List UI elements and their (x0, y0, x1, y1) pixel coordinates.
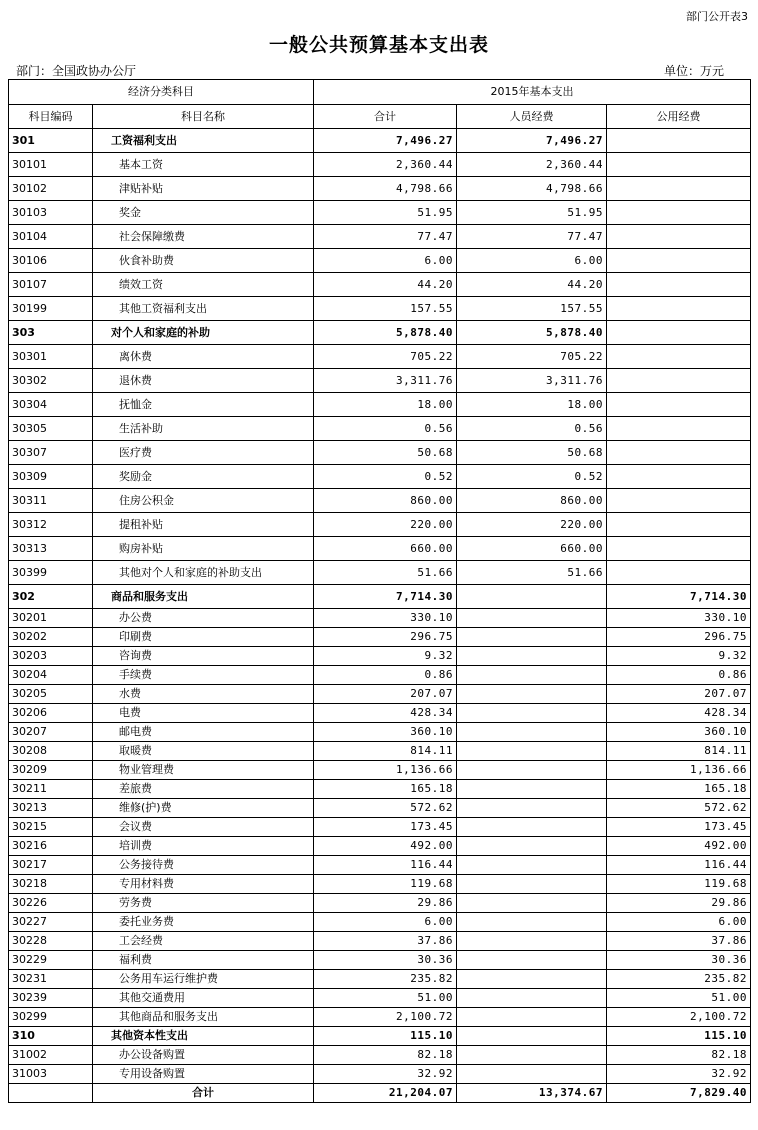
row-personnel: 3,311.76 (457, 369, 607, 393)
row-public: 119.68 (607, 875, 751, 894)
row-public (607, 441, 751, 465)
row-name: 其他交通费用 (93, 989, 314, 1008)
row-code: 30106 (9, 249, 93, 273)
row-total: 428.34 (314, 704, 457, 723)
row-name: 工会经费 (93, 932, 314, 951)
table-row (9, 628, 751, 647)
header-personnel: 人员经费 (457, 105, 607, 129)
row-total: 9.32 (314, 647, 457, 666)
row-public (607, 489, 751, 513)
row-name: 其他对个人和家庭的补助支出 (93, 561, 314, 585)
row-personnel (457, 970, 607, 989)
header-group-row (9, 80, 751, 105)
row-personnel: 220.00 (457, 513, 607, 537)
row-total: 29.86 (314, 894, 457, 913)
unit-label: 单位：万元 (663, 64, 724, 78)
row-total: 6.00 (314, 249, 457, 273)
row-name: 会议费 (93, 818, 314, 837)
row-code: 30305 (9, 417, 93, 441)
row-personnel: 7,496.27 (457, 129, 607, 153)
row-public: 428.34 (607, 704, 751, 723)
header-basic-expenditure-2015: 2015年基本支出 (314, 80, 751, 105)
row-personnel (457, 666, 607, 685)
row-personnel (457, 1065, 607, 1084)
row-personnel (457, 989, 607, 1008)
row-code: 302 (9, 585, 93, 609)
table-row (9, 761, 751, 780)
row-name: 差旅费 (93, 780, 314, 799)
row-public (607, 537, 751, 561)
row-public (607, 201, 751, 225)
row-total: 1,136.66 (314, 761, 457, 780)
row-total: 3,311.76 (314, 369, 457, 393)
table-row (9, 742, 751, 761)
row-code: 30207 (9, 723, 93, 742)
row-name: 绩效工资 (93, 273, 314, 297)
total-sum: 21,204.07 (314, 1084, 457, 1103)
row-total: 165.18 (314, 780, 457, 799)
row-public (607, 321, 751, 345)
row-name: 邮电费 (93, 723, 314, 742)
row-name: 水费 (93, 685, 314, 704)
row-personnel (457, 742, 607, 761)
row-total: 0.52 (314, 465, 457, 489)
total-row (9, 1084, 751, 1103)
header-name: 科目名称 (93, 105, 314, 129)
row-total: 51.95 (314, 201, 457, 225)
row-code: 30312 (9, 513, 93, 537)
row-total: 4,798.66 (314, 177, 457, 201)
row-code: 30107 (9, 273, 93, 297)
table-row (9, 1046, 751, 1065)
row-total: 235.82 (314, 970, 457, 989)
row-personnel: 5,878.40 (457, 321, 607, 345)
row-total: 44.20 (314, 273, 457, 297)
row-name: 委托业务费 (93, 913, 314, 932)
category-row (9, 585, 751, 609)
row-public (607, 369, 751, 393)
row-public: 32.92 (607, 1065, 751, 1084)
row-code: 30216 (9, 837, 93, 856)
row-code: 30211 (9, 780, 93, 799)
row-name: 医疗费 (93, 441, 314, 465)
row-code: 30206 (9, 704, 93, 723)
category-row (9, 129, 751, 153)
table-row (9, 970, 751, 989)
row-personnel: 157.55 (457, 297, 607, 321)
table-row (9, 273, 751, 297)
row-public (607, 465, 751, 489)
row-name: 电费 (93, 704, 314, 723)
table-row (9, 818, 751, 837)
row-personnel (457, 856, 607, 875)
row-public: 492.00 (607, 837, 751, 856)
table-row (9, 685, 751, 704)
row-public: 9.32 (607, 647, 751, 666)
row-total: 572.62 (314, 799, 457, 818)
row-name: 其他工资福利支出 (93, 297, 314, 321)
row-code: 30226 (9, 894, 93, 913)
row-name: 工资福利支出 (93, 129, 314, 153)
row-total: 115.10 (314, 1027, 457, 1046)
row-code: 30205 (9, 685, 93, 704)
table-row (9, 201, 751, 225)
row-public: 82.18 (607, 1046, 751, 1065)
row-name: 维修(护)费 (93, 799, 314, 818)
table-row (9, 489, 751, 513)
row-personnel (457, 818, 607, 837)
total-label: 合计 (93, 1084, 314, 1103)
row-personnel (457, 1027, 607, 1046)
row-name: 离休费 (93, 345, 314, 369)
row-personnel (457, 723, 607, 742)
row-personnel: 705.22 (457, 345, 607, 369)
row-public: 116.44 (607, 856, 751, 875)
row-total: 330.10 (314, 609, 457, 628)
row-public: 330.10 (607, 609, 751, 628)
row-personnel: 0.52 (457, 465, 607, 489)
category-row (9, 1027, 751, 1046)
row-public: 296.75 (607, 628, 751, 647)
row-name: 其他商品和服务支出 (93, 1008, 314, 1027)
table-row (9, 177, 751, 201)
row-total: 7,714.30 (314, 585, 457, 609)
row-code: 301 (9, 129, 93, 153)
table-row (9, 723, 751, 742)
row-code: 30227 (9, 913, 93, 932)
table-row (9, 441, 751, 465)
category-row (9, 321, 751, 345)
row-name: 办公费 (93, 609, 314, 628)
row-personnel (457, 780, 607, 799)
row-total: 360.10 (314, 723, 457, 742)
row-code: 30313 (9, 537, 93, 561)
row-code: 310 (9, 1027, 93, 1046)
row-personnel (457, 647, 607, 666)
row-total: 660.00 (314, 537, 457, 561)
row-personnel (457, 609, 607, 628)
table-row (9, 513, 751, 537)
table-row (9, 225, 751, 249)
row-total: 51.00 (314, 989, 457, 1008)
row-name: 奖金 (93, 201, 314, 225)
row-public: 2,100.72 (607, 1008, 751, 1027)
row-total: 50.68 (314, 441, 457, 465)
header-total: 合计 (314, 105, 457, 129)
table-row (9, 561, 751, 585)
row-public: 7,714.30 (607, 585, 751, 609)
row-code: 30302 (9, 369, 93, 393)
row-name: 提租补贴 (93, 513, 314, 537)
row-public (607, 393, 751, 417)
table-row (9, 951, 751, 970)
row-personnel (457, 913, 607, 932)
row-total: 119.68 (314, 875, 457, 894)
table-row (9, 913, 751, 932)
row-code: 30239 (9, 989, 93, 1008)
row-personnel (457, 894, 607, 913)
row-name: 办公设备购置 (93, 1046, 314, 1065)
row-total: 0.86 (314, 666, 457, 685)
row-personnel: 2,360.44 (457, 153, 607, 177)
table-row (9, 417, 751, 441)
row-public (607, 345, 751, 369)
row-public (607, 249, 751, 273)
table-row (9, 249, 751, 273)
row-code: 30229 (9, 951, 93, 970)
row-total: 173.45 (314, 818, 457, 837)
row-personnel (457, 875, 607, 894)
row-code: 30228 (9, 932, 93, 951)
row-total: 814.11 (314, 742, 457, 761)
table-row (9, 875, 751, 894)
table-row (9, 297, 751, 321)
row-total: 860.00 (314, 489, 457, 513)
row-name: 公务用车运行维护费 (93, 970, 314, 989)
row-name: 取暖费 (93, 742, 314, 761)
total-personnel: 13,374.67 (457, 1084, 607, 1103)
row-total: 6.00 (314, 913, 457, 932)
row-public (607, 561, 751, 585)
row-public: 235.82 (607, 970, 751, 989)
row-public: 115.10 (607, 1027, 751, 1046)
row-code: 30301 (9, 345, 93, 369)
row-total: 705.22 (314, 345, 457, 369)
row-public (607, 273, 751, 297)
row-personnel: 18.00 (457, 393, 607, 417)
row-total: 5,878.40 (314, 321, 457, 345)
row-code: 30309 (9, 465, 93, 489)
row-code: 30101 (9, 153, 93, 177)
row-name: 购房补贴 (93, 537, 314, 561)
row-total: 116.44 (314, 856, 457, 875)
table-row (9, 856, 751, 875)
row-personnel: 860.00 (457, 489, 607, 513)
row-code: 31002 (9, 1046, 93, 1065)
row-total: 32.92 (314, 1065, 457, 1084)
row-public (607, 513, 751, 537)
row-public (607, 177, 751, 201)
row-personnel (457, 1008, 607, 1027)
table-number-label: 部门公开表3 (686, 10, 748, 23)
row-code: 30208 (9, 742, 93, 761)
row-code: 30399 (9, 561, 93, 585)
row-code: 30201 (9, 609, 93, 628)
table-row (9, 609, 751, 628)
row-code: 30307 (9, 441, 93, 465)
row-name: 生活补助 (93, 417, 314, 441)
row-public (607, 297, 751, 321)
row-code: 30104 (9, 225, 93, 249)
row-public: 51.00 (607, 989, 751, 1008)
row-name: 专用设备购置 (93, 1065, 314, 1084)
table-row (9, 894, 751, 913)
row-personnel: 6.00 (457, 249, 607, 273)
row-total: 220.00 (314, 513, 457, 537)
row-personnel (457, 837, 607, 856)
row-name: 抚恤金 (93, 393, 314, 417)
row-personnel (457, 685, 607, 704)
row-personnel (457, 951, 607, 970)
table-row (9, 837, 751, 856)
row-public (607, 225, 751, 249)
row-total: 157.55 (314, 297, 457, 321)
row-public: 1,136.66 (607, 761, 751, 780)
row-code: 30231 (9, 970, 93, 989)
row-name: 津贴补贴 (93, 177, 314, 201)
row-name: 住房公积金 (93, 489, 314, 513)
row-name: 社会保障缴费 (93, 225, 314, 249)
budget-table (8, 79, 751, 1103)
row-personnel: 77.47 (457, 225, 607, 249)
row-code: 30218 (9, 875, 93, 894)
row-name: 商品和服务支出 (93, 585, 314, 609)
table-row (9, 704, 751, 723)
row-public: 814.11 (607, 742, 751, 761)
row-code: 30203 (9, 647, 93, 666)
row-personnel: 51.66 (457, 561, 607, 585)
row-total: 2,360.44 (314, 153, 457, 177)
table-row (9, 537, 751, 561)
row-code: 303 (9, 321, 93, 345)
row-code: 30217 (9, 856, 93, 875)
table-row (9, 932, 751, 951)
row-public: 30.36 (607, 951, 751, 970)
row-code: 31003 (9, 1065, 93, 1084)
row-personnel (457, 704, 607, 723)
row-code: 30304 (9, 393, 93, 417)
row-code: 30102 (9, 177, 93, 201)
row-total: 18.00 (314, 393, 457, 417)
row-name: 奖励金 (93, 465, 314, 489)
row-total: 77.47 (314, 225, 457, 249)
row-name: 印刷费 (93, 628, 314, 647)
row-name: 劳务费 (93, 894, 314, 913)
header-column-row (9, 105, 751, 129)
row-personnel: 0.56 (457, 417, 607, 441)
row-name: 专用材料费 (93, 875, 314, 894)
row-total: 82.18 (314, 1046, 457, 1065)
row-code: 30103 (9, 201, 93, 225)
row-name: 物业管理费 (93, 761, 314, 780)
table-row (9, 989, 751, 1008)
table-row (9, 153, 751, 177)
row-total: 492.00 (314, 837, 457, 856)
row-code: 30215 (9, 818, 93, 837)
row-public: 165.18 (607, 780, 751, 799)
header-code: 科目编码 (9, 105, 93, 129)
row-public (607, 129, 751, 153)
header-economic-classification: 经济分类科目 (9, 80, 314, 105)
row-personnel (457, 585, 607, 609)
row-personnel (457, 799, 607, 818)
row-public: 37.86 (607, 932, 751, 951)
row-code: 30209 (9, 761, 93, 780)
row-total: 0.56 (314, 417, 457, 441)
row-personnel (457, 1046, 607, 1065)
row-personnel: 44.20 (457, 273, 607, 297)
table-row (9, 799, 751, 818)
row-public (607, 417, 751, 441)
row-personnel (457, 932, 607, 951)
total-code-cell (9, 1084, 93, 1103)
table-row (9, 1065, 751, 1084)
row-public: 207.07 (607, 685, 751, 704)
table-row (9, 647, 751, 666)
table-row (9, 465, 751, 489)
table-row (9, 666, 751, 685)
row-name: 福利费 (93, 951, 314, 970)
row-code: 30311 (9, 489, 93, 513)
table-row (9, 1008, 751, 1027)
row-name: 基本工资 (93, 153, 314, 177)
row-personnel: 4,798.66 (457, 177, 607, 201)
row-total: 37.86 (314, 932, 457, 951)
row-name: 培训费 (93, 837, 314, 856)
row-total: 2,100.72 (314, 1008, 457, 1027)
row-public: 572.62 (607, 799, 751, 818)
row-personnel (457, 628, 607, 647)
row-public: 360.10 (607, 723, 751, 742)
row-code: 30204 (9, 666, 93, 685)
page-title: 一般公共预算基本支出表 (268, 34, 489, 56)
row-code: 30299 (9, 1008, 93, 1027)
row-code: 30213 (9, 799, 93, 818)
row-total: 51.66 (314, 561, 457, 585)
row-name: 公务接待费 (93, 856, 314, 875)
row-public: 29.86 (607, 894, 751, 913)
row-name: 伙食补助费 (93, 249, 314, 273)
row-total: 7,496.27 (314, 129, 457, 153)
row-name: 对个人和家庭的补助 (93, 321, 314, 345)
row-public (607, 153, 751, 177)
row-name: 手续费 (93, 666, 314, 685)
row-personnel: 660.00 (457, 537, 607, 561)
row-total: 296.75 (314, 628, 457, 647)
row-public: 173.45 (607, 818, 751, 837)
row-name: 咨询费 (93, 647, 314, 666)
row-code: 30199 (9, 297, 93, 321)
header-public: 公用经费 (607, 105, 751, 129)
row-code: 30202 (9, 628, 93, 647)
row-name: 其他资本性支出 (93, 1027, 314, 1046)
department-label: 部门：全国政协办公厅 (16, 64, 137, 78)
total-public: 7,829.40 (607, 1084, 751, 1103)
row-personnel: 50.68 (457, 441, 607, 465)
row-public: 6.00 (607, 913, 751, 932)
row-public: 0.86 (607, 666, 751, 685)
row-personnel (457, 761, 607, 780)
row-personnel: 51.95 (457, 201, 607, 225)
table-row (9, 369, 751, 393)
table-row (9, 393, 751, 417)
row-total: 30.36 (314, 951, 457, 970)
table-row (9, 345, 751, 369)
row-name: 退休费 (93, 369, 314, 393)
table-row (9, 780, 751, 799)
row-total: 207.07 (314, 685, 457, 704)
